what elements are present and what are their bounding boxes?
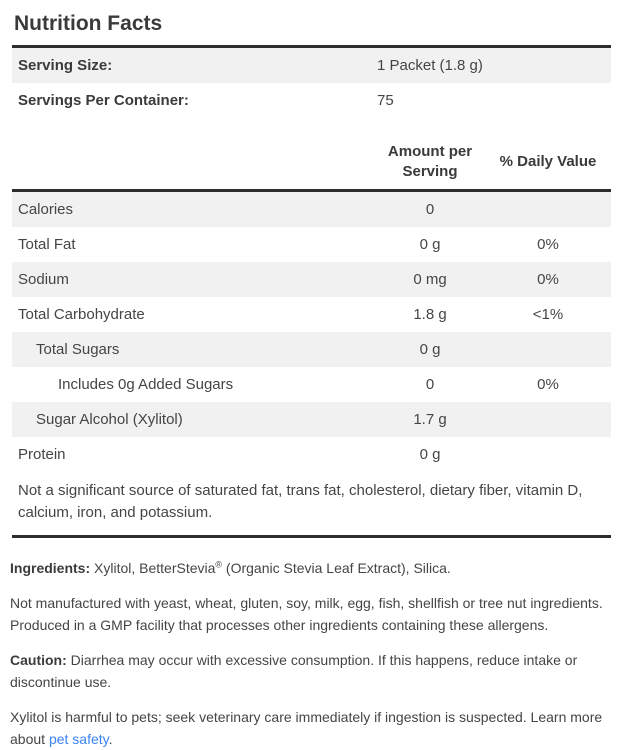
nutrient-amount: 0 xyxy=(425,201,435,218)
nutrient-dv: <1% xyxy=(532,306,564,323)
nutrient-name: Total Fat xyxy=(18,236,76,253)
nutrient-amount: 0 g xyxy=(419,236,441,253)
nutrient-amount: 0 g xyxy=(419,446,441,463)
pet-warning-text: Xylitol is harmful to pets; seek veterinary care immediately if ingestion is suspected. Learn more about xyxy=(10,709,603,747)
table-row-sugar-alcohol xyxy=(12,402,611,437)
ingredients-text-post: (Organic Stevia Leaf Extract), Silica. xyxy=(222,560,451,576)
pet-warning-period: . xyxy=(108,731,113,747)
table-row-total-carbohydrate xyxy=(12,297,611,332)
amount-per-serving-header: Amount per Serving xyxy=(387,143,473,180)
serving-size-row xyxy=(12,48,611,83)
caution-label: Caution: xyxy=(10,652,67,668)
table-row-calories xyxy=(12,192,611,227)
pet-warning-paragraph xyxy=(10,706,611,750)
nutrient-amount: 1.8 g xyxy=(413,306,447,323)
nutrient-name: Protein xyxy=(18,446,66,463)
allergen-paragraph: Not manufactured with yeast, wheat, gluten, soy, milk, egg, fish, shellfish or tree nut ingredients. Produced in a GMP facility that processes other ingredients containing these allergens. xyxy=(10,595,603,633)
table-row-sodium xyxy=(12,262,611,297)
page-title: Nutrition Facts xyxy=(14,12,163,35)
nutrient-name: Sugar Alcohol (Xylitol) xyxy=(36,411,183,428)
table-row-total-fat xyxy=(12,227,611,262)
table-row-added-sugars xyxy=(12,367,611,402)
caution-text: Diarrhea may occur with excessive consumption. If this happens, reduce intake or discontinue use. xyxy=(10,652,578,690)
nutrient-amount: 0 xyxy=(425,376,435,393)
table-row-total-sugars xyxy=(12,332,611,367)
registered-trademark-symbol: ® xyxy=(215,559,223,570)
nutrient-amount: 0 mg xyxy=(413,271,447,288)
nutrient-dv: 0% xyxy=(537,376,559,393)
ingredients-text-pre: Xylitol, BetterStevia xyxy=(90,560,216,576)
nutrient-name: Total Sugars xyxy=(36,341,120,358)
caution-paragraph xyxy=(10,649,611,693)
servings-per-container-row xyxy=(12,83,611,118)
column-headers xyxy=(12,118,611,189)
nutrient-dv: 0% xyxy=(537,236,559,253)
nutrient-dv: 0% xyxy=(537,271,559,288)
nutrient-amount: 0 g xyxy=(419,341,441,358)
ingredients-paragraph xyxy=(10,557,611,579)
nutrition-facts-panel xyxy=(0,12,623,750)
serving-size-value: 1 Packet (1.8 g) xyxy=(377,57,483,74)
nutrient-name: Total Carbohydrate xyxy=(18,306,145,323)
nutrient-name: Includes 0g Added Sugars xyxy=(58,376,234,393)
insignificant-source-note: Not a significant source of saturated fat, trans fat, cholesterol, dietary fiber, vitamin D, calcium, iron, and potassium. xyxy=(18,482,583,521)
nutrient-name: Sodium xyxy=(18,271,69,288)
bottom-rule xyxy=(12,535,611,538)
servings-per-container-value: 75 xyxy=(377,92,394,109)
servings-per-container-label: Servings Per Container: xyxy=(18,92,189,109)
pet-safety-link[interactable]: pet safety xyxy=(48,731,109,747)
nutrient-name: Calories xyxy=(18,201,74,218)
nutrient-amount: 1.7 g xyxy=(413,411,447,428)
ingredients-label: Ingredients: xyxy=(10,560,91,576)
nutrition-table xyxy=(12,45,611,538)
supplement-footer xyxy=(10,557,611,750)
serving-size-label: Serving Size: xyxy=(18,57,113,74)
table-row-protein xyxy=(12,437,611,472)
daily-value-header: % Daily Value xyxy=(499,153,597,170)
